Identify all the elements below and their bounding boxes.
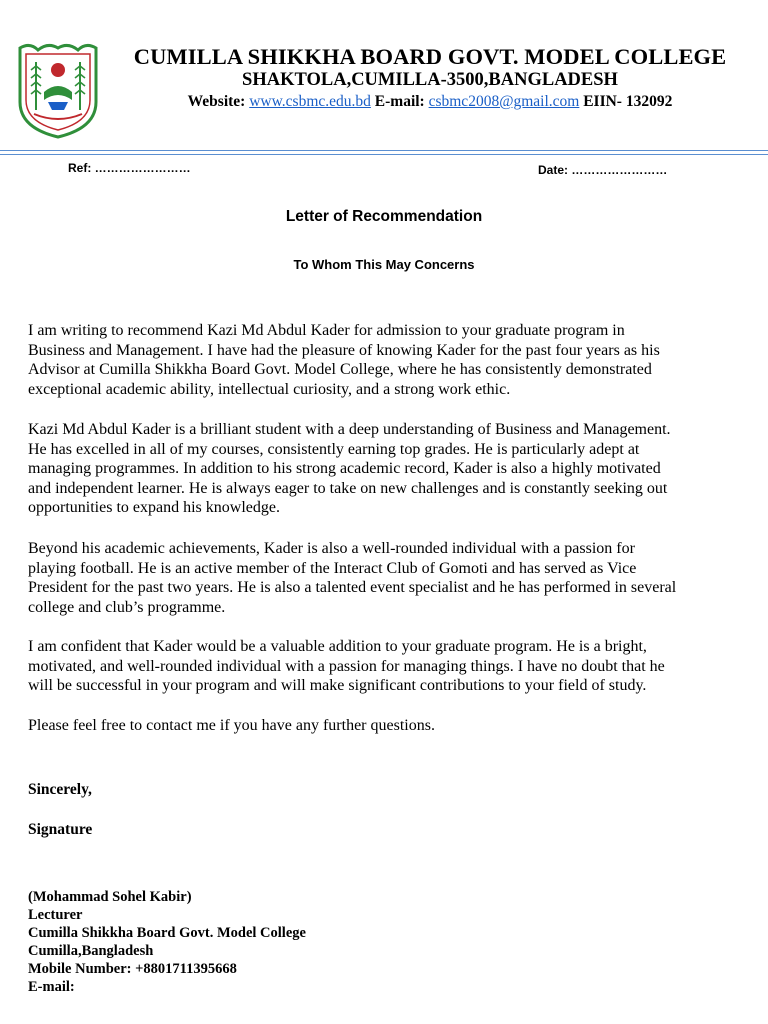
- signer-location: Cumilla,Bangladesh: [28, 943, 154, 959]
- paragraph-2: [28, 420, 748, 518]
- paragraph-5: [28, 716, 748, 736]
- paragraph-line: President for the past two years. He is also a talented event specialist and he has performed in several: [28, 579, 677, 597]
- college-name: CUMILLA SHIKKHA BOARD GOVT. MODEL COLLEGE: [133, 44, 727, 69]
- header-rule-top: [0, 150, 768, 151]
- signer-institution: Cumilla Shikkha Board Govt. Model College: [28, 925, 306, 941]
- paragraph-line: will be successful in your program and will make significant contributions to your field of study.: [28, 677, 647, 695]
- college-logo-icon: [12, 40, 104, 140]
- paragraph-line: Kazi Md Abdul Kader is a brilliant student with a deep understanding of Business and Management.: [28, 421, 671, 438]
- paragraph-line: motivated, and well-rounded individual with a passion for managing things. I have no doubt that he: [28, 657, 665, 675]
- signature-label: Signature: [28, 821, 93, 838]
- eiin-number: EIIN- 132092: [583, 93, 673, 110]
- signer-position: Lecturer: [28, 907, 83, 923]
- paragraph-line: opportunities to expand his knowledge.: [28, 499, 280, 517]
- paragraph-line: playing football. He is an active member of the Interact Club of Gomoti and has served as Vice: [28, 559, 637, 577]
- ref-line: Ref: ……………………: [68, 161, 191, 175]
- paragraph-line: I am writing to recommend Kazi Md Abdul Kader for admission to your graduate program in: [28, 322, 625, 339]
- signer-name: (Mohammad Sohel Kabir): [28, 889, 192, 905]
- signer-block: [28, 888, 306, 996]
- paragraph-3: [28, 539, 748, 617]
- paragraph-1: [28, 321, 748, 399]
- signer-mobile: Mobile Number: +8801711395668: [28, 961, 237, 977]
- paragraph-line: college and club’s programme.: [28, 598, 226, 616]
- header-rule-bottom: [0, 154, 768, 155]
- website-label: Website:: [187, 93, 246, 110]
- paragraph-line: Beyond his academic achievements, Kader is also a well-rounded individual with a passion for: [28, 540, 635, 557]
- closing: Sincerely,: [28, 781, 92, 798]
- letter-title: Letter of Recommendation: [285, 208, 483, 225]
- paragraph-line: Advisor at Cumilla Shikkha Board Govt. Model College, where he has consistently demonstrated: [28, 361, 652, 379]
- website-link[interactable]: www.csbmc.edu.bd: [249, 93, 371, 110]
- paragraph-line: I am confident that Kader would be a valuable addition to your graduate program. He is a bright,: [28, 638, 647, 655]
- paragraph-line: Business and Management. I have had the pleasure of knowing Kader for the past four years as his: [28, 341, 660, 359]
- paragraph-line: Please feel free to contact me if you have any further questions.: [28, 717, 435, 734]
- paragraph-4: [28, 637, 748, 696]
- paragraph-line: He has excelled in all of my courses, consistently earning top grades. He is particularly adept at: [28, 440, 640, 458]
- date-line: Date: ……………………: [538, 163, 668, 177]
- paragraph-line: managing programmes. In addition to his strong academic record, Kader is also a highly motivated: [28, 460, 661, 478]
- paragraph-line: exceptional academic ability, intellectual curiosity, and a strong work ethic.: [28, 380, 511, 398]
- signer-email: E-mail:: [28, 979, 75, 995]
- paragraph-line: and independent learner. He is always eager to take on new challenges and is constantly seeking out: [28, 479, 668, 497]
- contact-line: [112, 93, 748, 111]
- college-address: SHAKTOLA,CUMILLA-3500,BANGLADESH: [242, 70, 618, 90]
- salutation: To Whom This May Concerns: [293, 257, 475, 272]
- email-label: E-mail:: [374, 93, 425, 110]
- email-link[interactable]: csbmc2008@gmail.com: [428, 93, 580, 110]
